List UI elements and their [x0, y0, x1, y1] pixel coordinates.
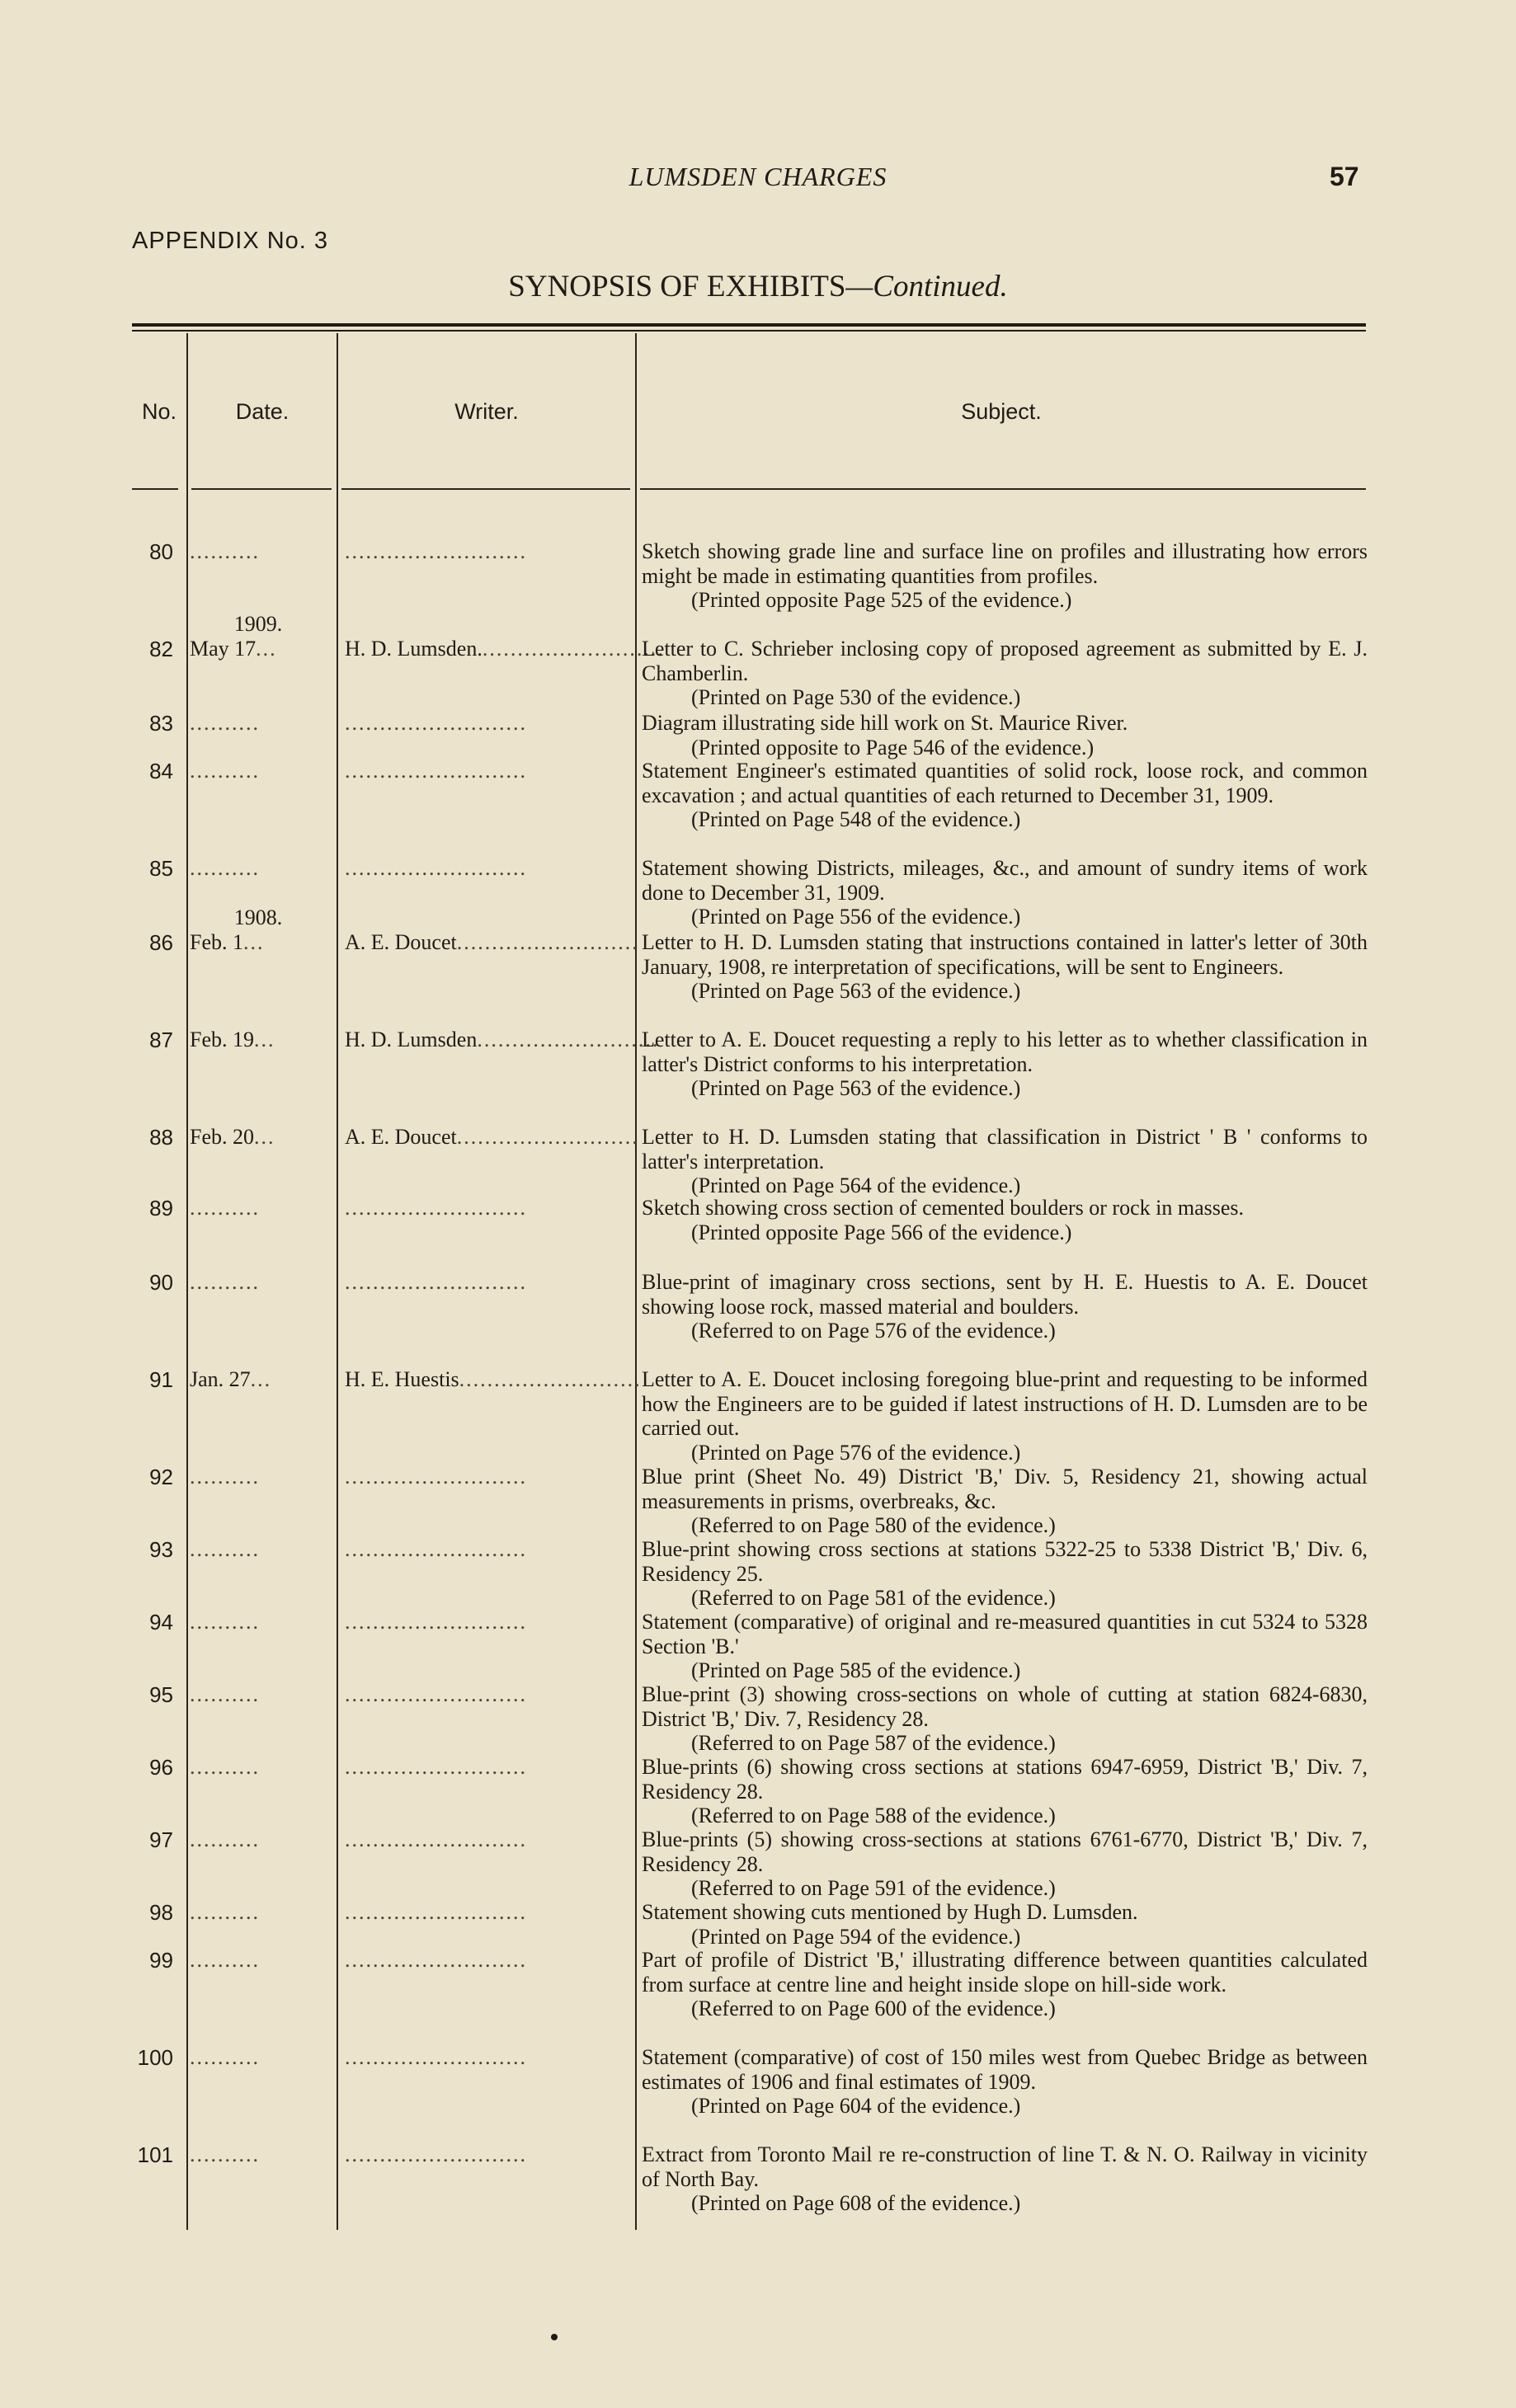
header-date: Date. — [235, 399, 290, 424]
header-rule-no — [132, 488, 178, 490]
subject-text: Blue-prints (5) showing cross-sections at stations 6761-6770, District 'B,' Div. 7, Residency 28. — [642, 1827, 1368, 1876]
subject-cell — [642, 1610, 1368, 1683]
exhibit-number: 101 — [137, 2142, 173, 2167]
subject-text: Blue-prints (6) showing cross sections at stations 6947-6959, District 'B,' Div. 7, Residency 28. — [642, 1755, 1368, 1804]
exhibit-number: 85 — [149, 856, 173, 881]
subject-cell — [642, 1028, 1368, 1101]
subject-cell — [642, 1682, 1368, 1756]
subject-cell — [642, 1827, 1368, 1901]
date-cell — [190, 759, 332, 783]
date-cell — [190, 1610, 332, 1634]
evidence-reference: (Printed on Page 564 of the evidence.) — [691, 1173, 1021, 1197]
writer-value: H. E. Huestis — [345, 1367, 459, 1391]
exhibit-number: 84 — [149, 759, 173, 783]
year-heading: 1909. — [233, 612, 283, 636]
dot-leader: .......... — [190, 1537, 260, 1561]
date-cell — [190, 1196, 332, 1220]
subject-text: Blue-print (3) showing cross-sections on whole of cutting at station 6824-6830, District 'B,' Div. 7, Residency 28. — [642, 1682, 1368, 1731]
evidence-reference: (Printed on Page 594 of the evidence.) — [691, 1924, 1021, 1949]
dot-leader: .......... — [190, 1900, 260, 1924]
dot-leader: ... — [254, 1028, 275, 1051]
dot-leader: .......... — [190, 539, 260, 563]
subject-cell — [642, 1948, 1368, 2021]
dot-leader: .......................... — [345, 1465, 527, 1489]
header-writer: Writer. — [454, 399, 519, 424]
evidence-reference: (Printed opposite Page 566 of the evidence.) — [691, 1220, 1072, 1244]
exhibit-number: 92 — [149, 1465, 173, 1489]
writer-cell — [345, 1682, 624, 1707]
evidence-reference: (Referred to on Page 587 of the evidence.) — [691, 1731, 1056, 1755]
writer-cell — [345, 1125, 639, 1150]
exhibit-number: 88 — [149, 1125, 173, 1150]
subject-cell — [642, 539, 1368, 613]
exhibit-number: 100 — [137, 2045, 173, 2070]
evidence-reference: (Printed on Page 563 of the evidence.) — [691, 979, 1021, 1003]
exhibit-number: 99 — [149, 1948, 173, 1973]
dot-leader: .......... — [190, 1196, 260, 1220]
dot-leader: .......................... — [345, 759, 527, 783]
exhibit-number: 97 — [149, 1827, 173, 1852]
date-cell — [190, 1125, 332, 1150]
dot-leader: .......................... — [345, 1270, 527, 1294]
date-cell — [190, 1367, 332, 1392]
evidence-reference: (Printed on Page 608 of the evidence.) — [691, 2191, 1021, 2215]
subject-cell — [642, 1270, 1368, 1343]
subject-cell — [642, 2045, 1368, 2119]
exhibit-number: 80 — [149, 539, 173, 564]
subject-cell — [642, 759, 1368, 832]
evidence-reference: (Printed opposite to Page 546 of the evidence.) — [691, 735, 1095, 760]
date-value: Jan. 27 — [190, 1367, 251, 1391]
date-cell — [190, 1755, 332, 1780]
writer-cell — [345, 856, 624, 881]
subject-cell — [642, 1537, 1368, 1611]
evidence-reference: (Printed on Page 530 of the evidence.) — [691, 685, 1021, 709]
writer-cell — [345, 1900, 624, 1925]
subject-cell — [642, 637, 1368, 710]
dot-leader: .......................... — [345, 2142, 527, 2166]
dot-leader: .......................... — [345, 1900, 527, 1924]
subject-cell — [642, 1196, 1368, 1244]
subject-text: Statement (comparative) of original and re-measured quantities in cut 5324 to 5328 Section 'B.' — [642, 1610, 1368, 1658]
dot-leader: .......................... — [345, 539, 527, 563]
dot-leader: .......... — [190, 1465, 260, 1489]
evidence-reference: (Printed on Page 548 of the evidence.) — [691, 807, 1021, 831]
exhibit-number: 91 — [149, 1367, 173, 1392]
dot-leader: .......... — [190, 759, 260, 783]
exhibit-number: 94 — [149, 1610, 173, 1634]
header-rule-writer — [341, 488, 630, 490]
header-rule-date — [191, 488, 332, 490]
evidence-reference: (Referred to on Page 600 of the evidence.) — [691, 1996, 1056, 2020]
subject-text: Part of profile of District 'B,' illustrating difference between quantities calculated from surface at centre line and height inside slope on hill-side work. — [642, 1948, 1368, 1996]
date-value: Feb. 1 — [190, 930, 243, 954]
subject-text: Diagram illustrating side hill work on St. Maurice River. — [642, 711, 1128, 735]
page-number: 57 — [1330, 162, 1359, 191]
writer-cell — [345, 1196, 624, 1220]
dot-leader: ... — [254, 1125, 275, 1149]
subject-text: Letter to H. D. Lumsden stating that instructions contained in latter's letter of 30th January, 1908, re interpretation of specifications, will be sent to Engineers. — [642, 930, 1368, 979]
evidence-reference: (Printed on Page 604 of the evidence.) — [691, 2094, 1021, 2118]
date-cell — [190, 1900, 332, 1925]
dot-leader: .......................... — [345, 1755, 527, 1779]
dot-leader: .......... — [190, 1948, 260, 1972]
subject-text: Statement (comparative) of cost of 150 miles west from Quebec Bridge as between estimates of 1906 and final estimates of 1909. — [642, 2045, 1368, 2094]
writer-cell — [345, 1610, 624, 1634]
writer-cell — [345, 539, 624, 564]
column-divider-3 — [635, 333, 637, 2230]
dot-leader: ... — [256, 637, 277, 661]
page-title — [0, 269, 1516, 304]
writer-cell — [345, 2142, 624, 2167]
header-no: No. — [141, 399, 177, 424]
dot-leader: .......... — [190, 1755, 260, 1779]
dot-leader: .......................... — [482, 637, 665, 661]
writer-cell — [345, 637, 665, 661]
exhibit-number: 86 — [149, 930, 173, 955]
writer-cell — [345, 1827, 624, 1852]
subject-text: Statement showing cuts mentioned by Hugh D. Lumsden. — [642, 1900, 1138, 1924]
date-cell — [190, 1028, 332, 1052]
subject-cell — [642, 1367, 1368, 1465]
subject-cell — [642, 1125, 1368, 1198]
writer-cell — [345, 1028, 660, 1052]
subject-cell — [642, 856, 1368, 929]
writer-cell — [345, 759, 624, 783]
dot-leader: .......... — [190, 1682, 260, 1706]
dot-leader: .......... — [190, 1827, 260, 1851]
dot-leader: .......................... — [345, 1948, 527, 1972]
writer-cell — [345, 1270, 624, 1295]
dot-leader: .......................... — [456, 1125, 639, 1149]
subject-text: Blue print (Sheet No. 49) District 'B,' Div. 5, Residency 21, showing actual measurements in prisms, overbreaks, &c. — [642, 1465, 1368, 1513]
exhibit-number: 98 — [149, 1900, 173, 1925]
evidence-reference: (Referred to on Page 588 of the evidence.) — [691, 1804, 1056, 1827]
date-cell — [190, 930, 332, 955]
dot-leader: .......................... — [345, 711, 527, 735]
date-cell — [190, 539, 332, 564]
exhibit-number: 95 — [149, 1682, 173, 1707]
subject-cell — [642, 1465, 1368, 1538]
subject-text: Blue-print of imaginary cross sections, sent by H. E. Huestis to A. E. Doucet showing loose rock, massed material and boulders. — [642, 1270, 1368, 1319]
header-rule-subject — [640, 488, 1366, 490]
evidence-reference: (Referred to on Page 591 of the evidence.) — [691, 1876, 1056, 1900]
dot-leader: ... — [250, 1367, 272, 1391]
year-heading: 1908. — [233, 905, 283, 929]
date-cell — [190, 1682, 332, 1707]
date-cell — [190, 1827, 332, 1852]
date-cell — [190, 1537, 332, 1562]
dot-leader: .......................... — [477, 1028, 660, 1051]
evidence-reference: (Printed opposite Page 525 of the evidence.) — [691, 588, 1072, 612]
evidence-reference: (Printed on Page 563 of the evidence.) — [691, 1076, 1021, 1100]
date-cell — [190, 2142, 332, 2167]
date-cell — [190, 711, 332, 736]
top-rule-thin — [132, 330, 1366, 332]
dot-leader: .......................... — [345, 1196, 527, 1220]
subject-text: Letter to H. D. Lumsden stating that classification in District ' B ' conforms to latter's interpretation. — [642, 1125, 1368, 1173]
writer-value: H. D. Lumsden. — [345, 637, 483, 661]
subject-text: Statement showing Districts, mileages, &c., and amount of sundry items of work done to December 31, 1909. — [642, 856, 1368, 905]
evidence-reference: (Referred to on Page 576 of the evidence.) — [691, 1319, 1056, 1343]
dot-leader: .......................... — [345, 856, 527, 880]
date-value: Feb. 19 — [190, 1028, 254, 1051]
exhibit-number: 82 — [149, 637, 173, 661]
dot-leader: .......... — [190, 1270, 260, 1294]
dot-leader: .......... — [190, 711, 260, 735]
column-divider-2 — [337, 333, 338, 2230]
dot-leader: .......................... — [456, 930, 639, 954]
dot-leader: .......................... — [345, 1827, 527, 1851]
subject-text: Letter to C. Schrieber inclosing copy of proposed agreement as submitted by E. J. Chamberlin. — [642, 637, 1368, 685]
dot-leader: .......... — [190, 2045, 260, 2069]
date-cell — [190, 2045, 332, 2070]
date-cell — [190, 1270, 332, 1295]
dot-leader: .......................... — [345, 2045, 527, 2069]
evidence-reference: (Referred to on Page 581 of the evidence.) — [691, 1586, 1056, 1610]
subject-text: Sketch showing grade line and surface line on profiles and illustrating how errors might be made in estimating quantities from profiles. — [642, 539, 1368, 588]
date-cell — [190, 1465, 332, 1489]
writer-cell — [345, 1465, 624, 1489]
exhibit-number: 90 — [149, 1270, 173, 1295]
dot-leader: ... — [243, 930, 265, 954]
date-value: Feb. 20 — [190, 1125, 254, 1149]
dot-leader: .......................... — [345, 1537, 527, 1561]
evidence-reference: (Printed on Page 556 of the evidence.) — [691, 905, 1021, 929]
subject-text: Statement Engineer's estimated quantities of solid rock, loose rock, and common excavation ; and actual quantities of each returned to December 31, 1909. — [642, 759, 1368, 807]
dot-leader: .......... — [190, 2142, 260, 2166]
speck — [551, 2334, 558, 2340]
subject-cell — [642, 1755, 1368, 1828]
subject-cell — [642, 930, 1368, 1004]
subject-cell — [642, 1900, 1368, 1949]
subject-cell — [642, 2142, 1368, 2216]
exhibit-number: 87 — [149, 1028, 173, 1052]
exhibit-number: 96 — [149, 1755, 173, 1780]
subject-text: Extract from Toronto Mail re re-construction of line T. & N. O. Railway in vicinity of North Bay. — [642, 2142, 1368, 2191]
dot-leader: .......................... — [345, 1682, 527, 1706]
exhibit-number: 83 — [149, 711, 173, 736]
title-continued: —Continued. — [845, 270, 1008, 303]
dot-leader: .......................... — [345, 1610, 527, 1634]
writer-cell — [345, 1948, 624, 1973]
date-cell — [190, 637, 332, 661]
writer-cell — [345, 930, 639, 955]
evidence-reference: (Printed on Page 576 of the evidence.) — [691, 1440, 1021, 1465]
writer-cell — [345, 711, 624, 736]
date-value: May 17 — [190, 637, 257, 661]
writer-value: A. E. Doucet — [345, 1125, 457, 1149]
subject-text: Blue-print showing cross sections at stations 5322-25 to 5338 District 'B,' Div. 6, Residency 25. — [642, 1537, 1368, 1586]
evidence-reference: (Printed on Page 585 of the evidence.) — [691, 1658, 1021, 1682]
running-title: LUMSDEN CHARGES — [629, 162, 887, 191]
subject-text: Letter to A. E. Doucet requesting a reply to his letter as to whether classification in latter's District conforms to his interpretation. — [642, 1028, 1368, 1076]
subject-text: Letter to A. E. Doucet inclosing foregoing blue-print and requesting to be informed how the Engineers are to be guided if latest instructions of H. D. Lumsden are to be carried out. — [642, 1367, 1368, 1440]
top-rule — [132, 323, 1366, 327]
appendix-label: APPENDIX No. 3 — [132, 228, 329, 254]
dot-leader: .......... — [190, 1610, 260, 1634]
dot-leader: .......... — [190, 856, 260, 880]
subject-text: Sketch showing cross section of cemented boulders or rock in masses. — [642, 1196, 1245, 1220]
date-cell — [190, 1948, 332, 1973]
evidence-reference: (Referred to on Page 580 of the evidence.) — [691, 1513, 1056, 1537]
header-subject: Subject. — [961, 399, 1042, 424]
exhibit-number: 93 — [149, 1537, 173, 1562]
date-cell — [190, 856, 332, 881]
writer-cell — [345, 1537, 624, 1562]
subject-cell — [642, 711, 1368, 760]
writer-cell — [345, 1367, 642, 1392]
dot-leader: .......................... — [459, 1367, 642, 1391]
title-main: SYNOPSIS OF EXHIBITS — [508, 270, 846, 303]
exhibit-number: 89 — [149, 1196, 173, 1220]
writer-cell — [345, 2045, 624, 2070]
writer-cell — [345, 1755, 624, 1780]
writer-value: H. D. Lumsden — [345, 1028, 478, 1051]
writer-value: A. E. Doucet — [345, 930, 457, 954]
